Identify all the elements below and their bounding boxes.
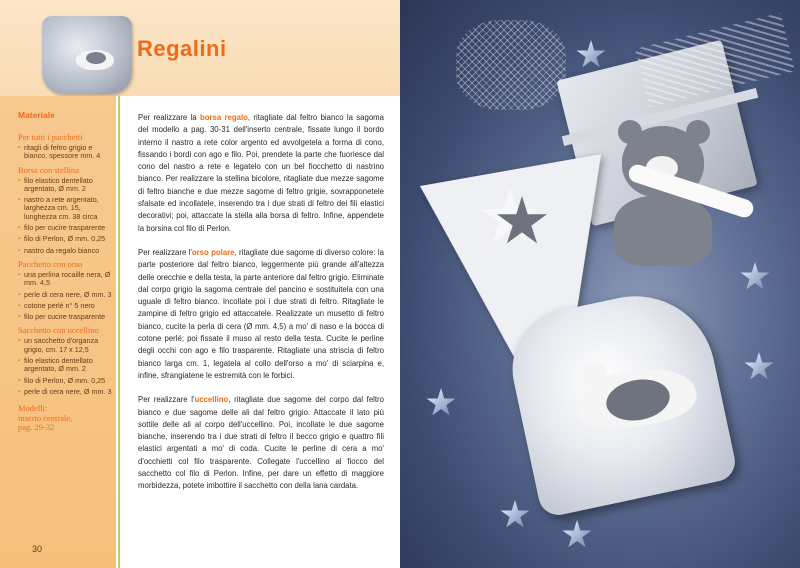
sparkle-star-icon [562,520,592,550]
dove-wing-icon [86,52,106,64]
section-title: Borsa con stellina [18,164,79,175]
text-run: , ritagliate due sagome del corpo dal feltro bianco e due sagome delle ali dal feltro grigio. Attaccate il lato più sottile delle ali al corpo dell'uccellino. Poi, incollate le due sagome bianche, inserendo tra i due strati di feltro il becco grigio e quattro fili elastici argentati a mo' di coda. Cucite le perline di cera a mo' d'occhietti col filo trasparente. Collegate l'uccellino al fiocco del sacchetto col filo di Perlon. Infine, per dare un effetto di maggiore morbidezza, potete imbottire il sacchetto con della lana cardata. [138,395,384,491]
highlight-uccellino: uccellino [194,395,229,405]
highlight-orso-polare: orso polare [191,247,235,257]
gift-bag-thumbnail [42,16,132,94]
material-item: ▪ filo di Perlon, Ø mm. 0,25 [18,235,114,243]
paragraph-bird [138,394,384,492]
materials-list [18,110,114,433]
models-reference [18,404,114,433]
material-item: ▪ un sacchetto d'organza grigio, cm. 17 x 12,5 [18,337,114,354]
page-number: 30 [32,544,43,554]
materials-heading: Materiale [18,110,55,120]
material-item: ▪ perle di cera nere, Ø mm. 3 [18,388,114,396]
material-item: ▪ nastro a rete argentato, larghezza cm. 15, lunghezza cm. 38 circa [18,196,114,221]
models-line: inserto centrale, [18,412,73,423]
materials-sidebar [0,96,116,568]
material-item: ▪ una perlina rocaille nera, Ø mm. 4,5 [18,271,114,288]
product-photo [400,0,800,568]
material-item: ▪ filo per cucire trasparente [18,313,114,321]
text-run: , ritagliate dal feltro bianco la sagoma del modello a pag. 30-31 dell'inserto centrale, fissate lungo il bordo interno il nastro a rete color argento ed avvolgetela a forma di cono, fissando i bordi con ago e filo. Poi, prendete la parte che fuoriesce dal cono del nastro a rete e legatelo con un bel fiocchetto di nastrino bianco. Per realizzare la stellina bicolore, ritagliate due mezze sagome di feltro bianche e due mezze sagome di feltro grigie, sovrapponetele sfalsate ed incollatele, inserendo tra i due strati di feltro dei fili elastici decorativi; poi, attaccate la stella alla borsa di feltro. Infine, appendete la borsina col filo di Perlon. [138,113,385,233]
highlight-borsa-regalo: borsa regalo [199,113,248,122]
material-item: ▪ filo di Perlon, Ø mm. 0,25 [18,377,114,385]
material-item: ▪ filo elastico dentellato argentato, Ø mm. 2 [18,177,114,194]
felt-bird-head [578,362,608,388]
sparkle-star-icon [500,500,530,530]
section-title: Per tutti i pacchetti [18,132,83,142]
material-item: ▪ perle di cera nere, Ø mm. 3 [18,291,114,299]
instructions-body [138,112,384,505]
text-run: Per realizzare la [138,113,200,122]
sparkle-star-icon [426,388,456,418]
divider [118,96,120,568]
silver-net-decoration [456,20,566,110]
models-line: Modelli: [18,403,48,414]
text-run: Per realizzare l' [138,247,192,257]
text-run: , ritagliate due sagome di diverso colore: la parte posteriore dal feltro bianco, leggermente più grande all'altezza delle orecchie e della testa, la parte anteriore dal feltro grigio. Eliminate dal corpo grigio la sagoma centrale del pancino e sostituitela con una uguale di feltro bianco. Incollate poi i due strati di feltro. Ritagliate le zampine di feltro grigio ed attaccatele. Realizzate un musetto di feltro bianco, cucite la perla di cera (Ø mm. 4,5) a mo' di naso e la bocca di cotone perlé; poi fissate il muso al resto della testa. Cucite le perline degli occhi con ago e filo trasparente. Ritagliate una striscia di feltro bianco larga cm. 1, legatela al collo dell'orso a mo' di sciarpina e, infine, sfrangiatene le estremità con le forbici. [138,247,384,380]
section-title: Pacchetto con orso [18,258,83,269]
material-item: ▪ filo per cucire trasparente [18,224,114,232]
material-item: ▪ cotone perlé n° 5 nero [18,302,114,310]
page-title: Regalini [137,36,227,61]
text-run: Per realizzare l' [138,395,195,405]
section-title: Sacchetto con uccellino [18,325,99,336]
material-item: ▪ filo elastico dentellato argentato, Ø mm. 2 [18,357,114,374]
paragraph-bag [138,112,384,235]
sparkle-star-icon [576,40,606,70]
sparkle-star-icon [744,352,774,382]
polar-bear-body [614,196,712,266]
sparkle-star-icon [740,262,770,292]
material-item: ▪ nastro da regalo bianco [18,247,114,255]
paragraph-bear [138,247,384,382]
models-line: pag. 29-32 [18,422,55,433]
material-item: ▪ ritagli di feltro grigio e bianco, spessore mm. 4 [18,144,114,161]
